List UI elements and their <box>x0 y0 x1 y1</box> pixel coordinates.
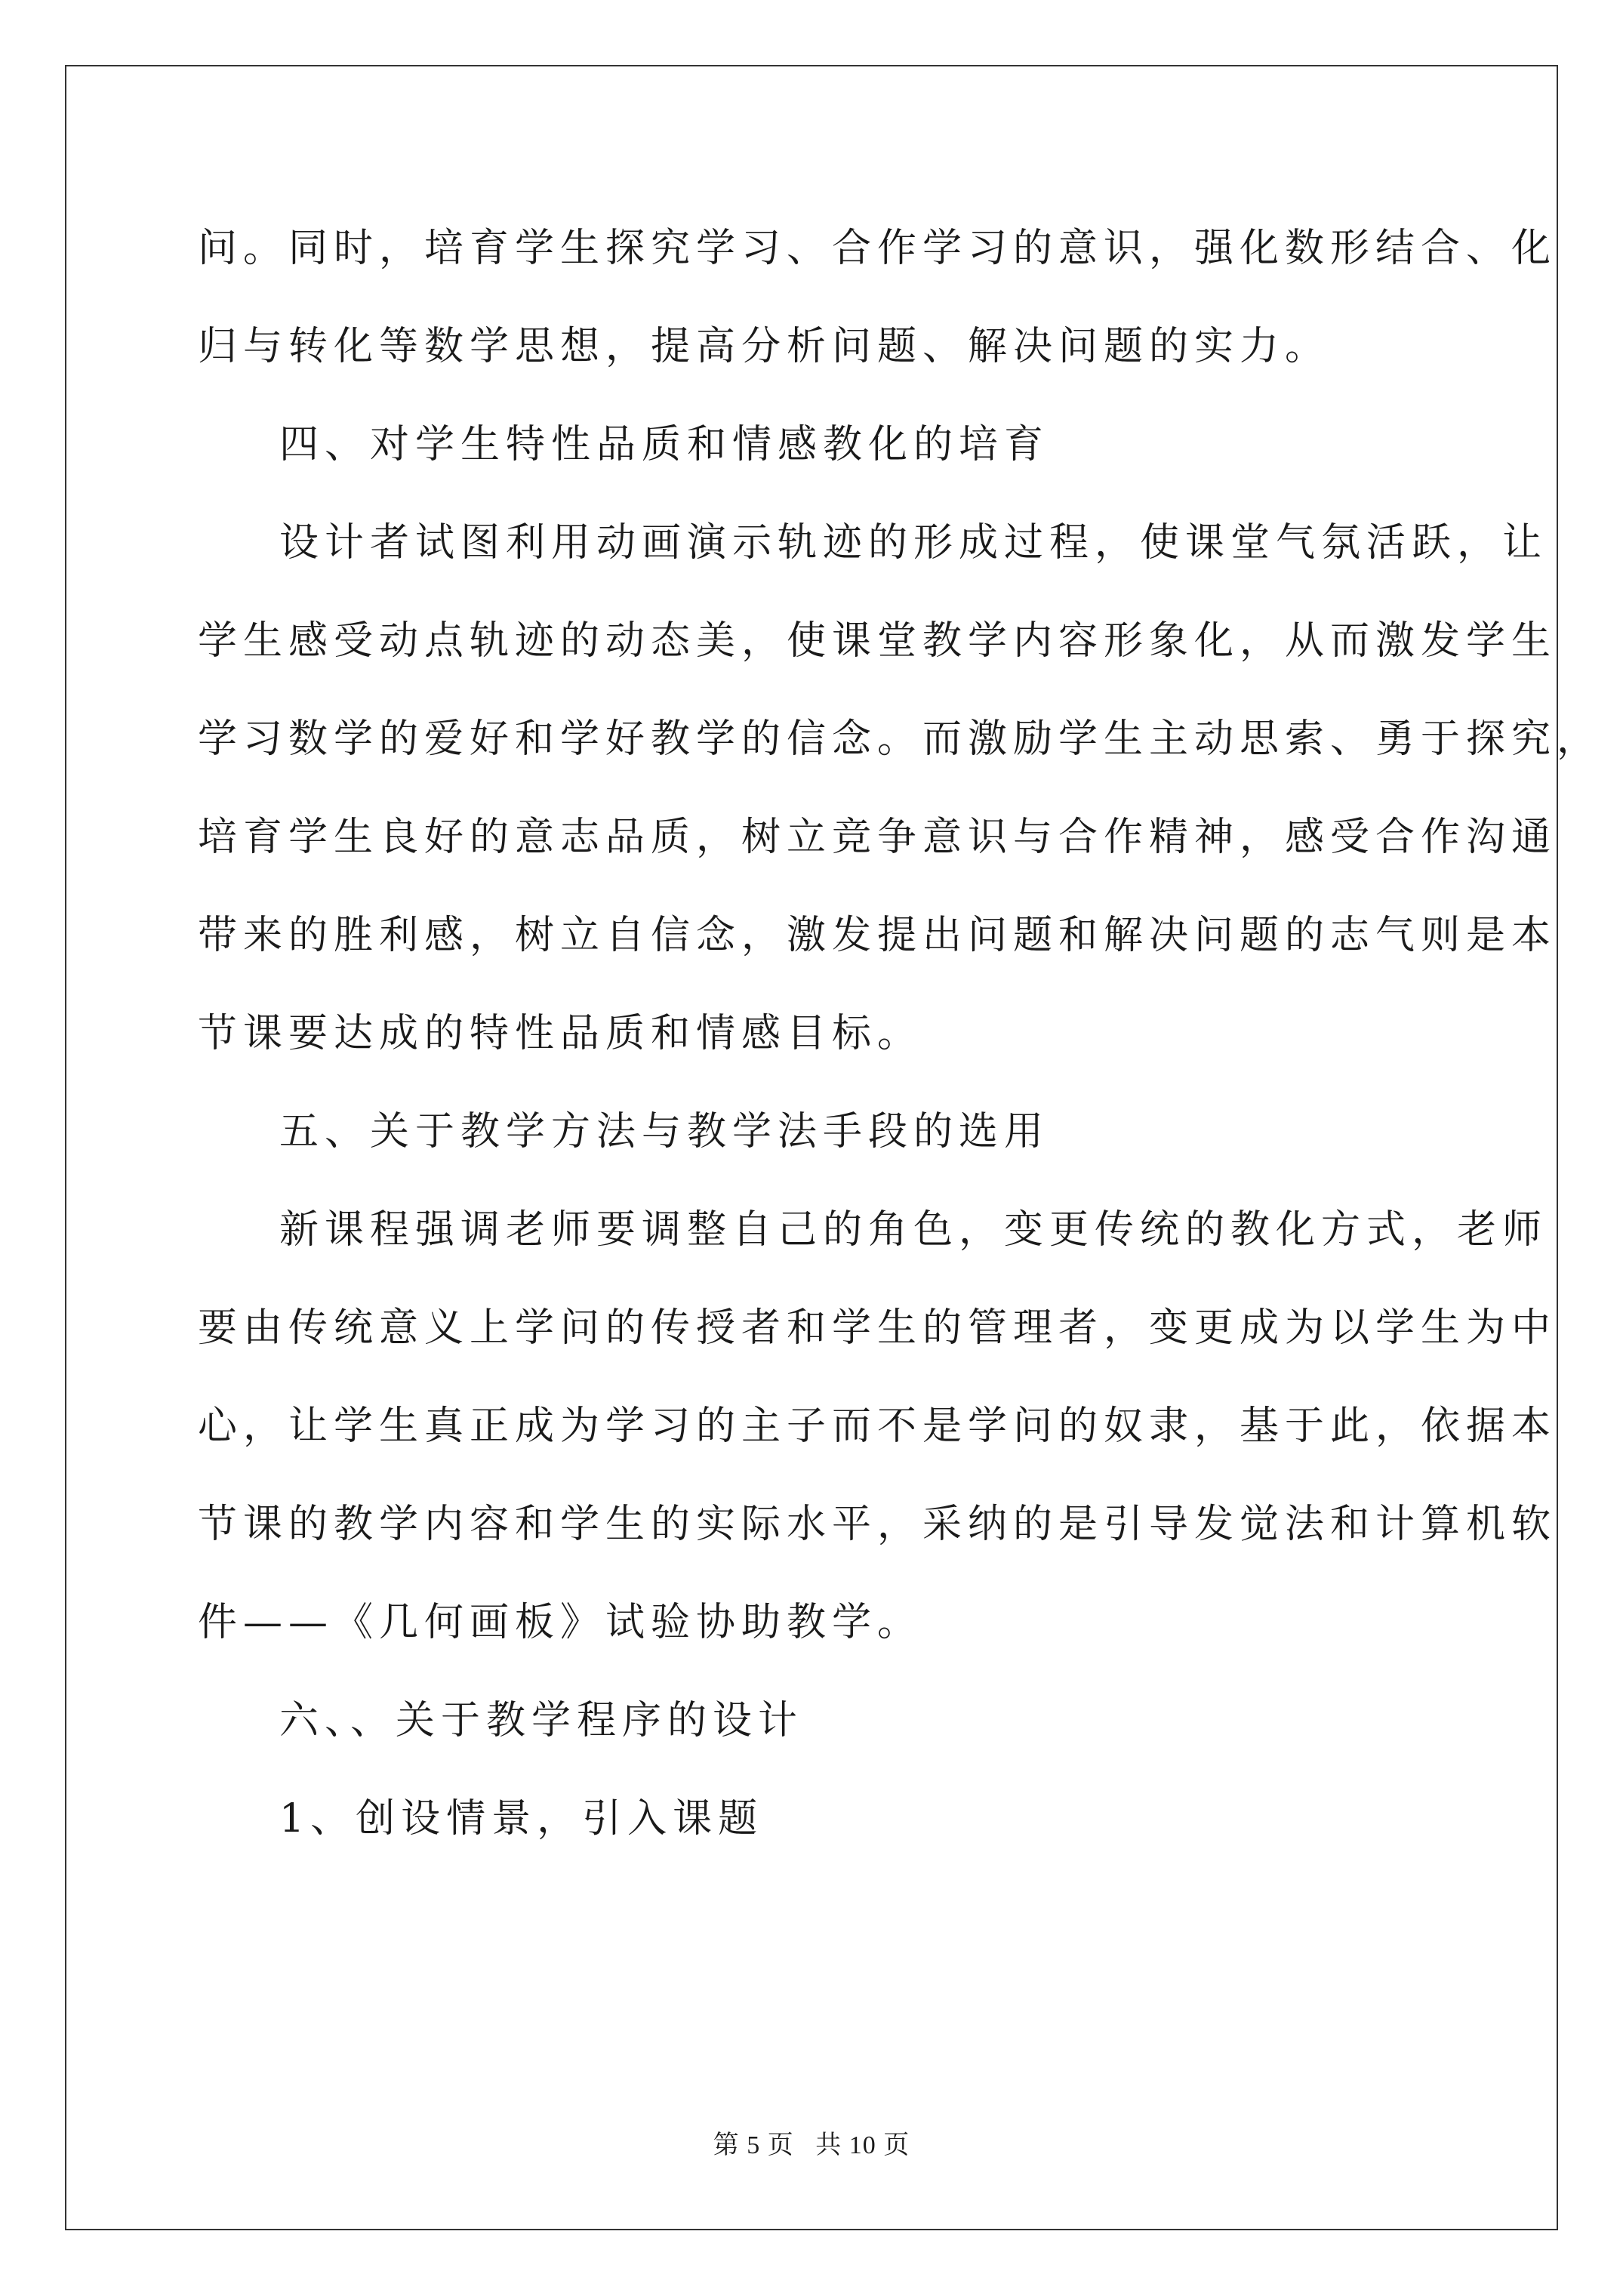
text-line: 心，让学生真正成为学习的主子而不是学问的奴隶，基于此，依据本 <box>198 1404 1557 1449</box>
section-heading: 五、关于教学方法与教学法手段的选用 <box>279 1109 1050 1154</box>
text-line: 新课程强调老师要调整自己的角色，变更传统的教化方式，老师 <box>279 1207 1548 1253</box>
page-number: 第 5 页 <box>713 2131 794 2159</box>
text-line: 归与转化等数学思想，提高分析问题、解决问题的实力。 <box>198 324 1331 369</box>
section-heading: 六、、关于教学程序的设计 <box>279 1698 804 1743</box>
text-line: 设计者试图利用动画演示轨迹的形成过程，使课堂气氛活跃，让 <box>279 520 1548 566</box>
text-line: 培育学生良好的意志品质，树立竞争意识与合作精神，感受合作沟通 <box>198 815 1557 860</box>
section-heading: 四、对学生特性品质和情感教化的培育 <box>279 422 1050 467</box>
text-line: 节课要达成的特性品质和情感目标。 <box>198 1011 923 1056</box>
text-line: 要由传统意义上学问的传授者和学生的管理者，变更成为以学生为中 <box>198 1305 1557 1351</box>
text-line: 件——《几何画板》试验协助教学。 <box>198 1600 923 1645</box>
page-total: 共 10 页 <box>815 2131 910 2159</box>
text-line: 带来的胜利感，树立自信念，激发提出问题和解决问题的志气则是本 <box>198 913 1557 958</box>
text-line: 节课的教学内容和学生的实际水平，采纳的是引导发觉法和计算机软 <box>198 1502 1557 1547</box>
text-line: 问。同时，培育学生探究学习、合作学习的意识，强化数形结合、化 <box>198 226 1557 271</box>
page-footer <box>0 2124 1623 2161</box>
text-line: 学习数学的爱好和学好教学的信念。而激励学生主动思索、勇于探究， <box>198 717 1603 762</box>
subsection-heading: 1、创设情景，引入课题 <box>279 1796 764 1841</box>
text-line: 学生感受动点轨迹的动态美，使课堂教学内容形象化，从而激发学生 <box>198 618 1557 664</box>
document-body <box>198 199 1603 1868</box>
